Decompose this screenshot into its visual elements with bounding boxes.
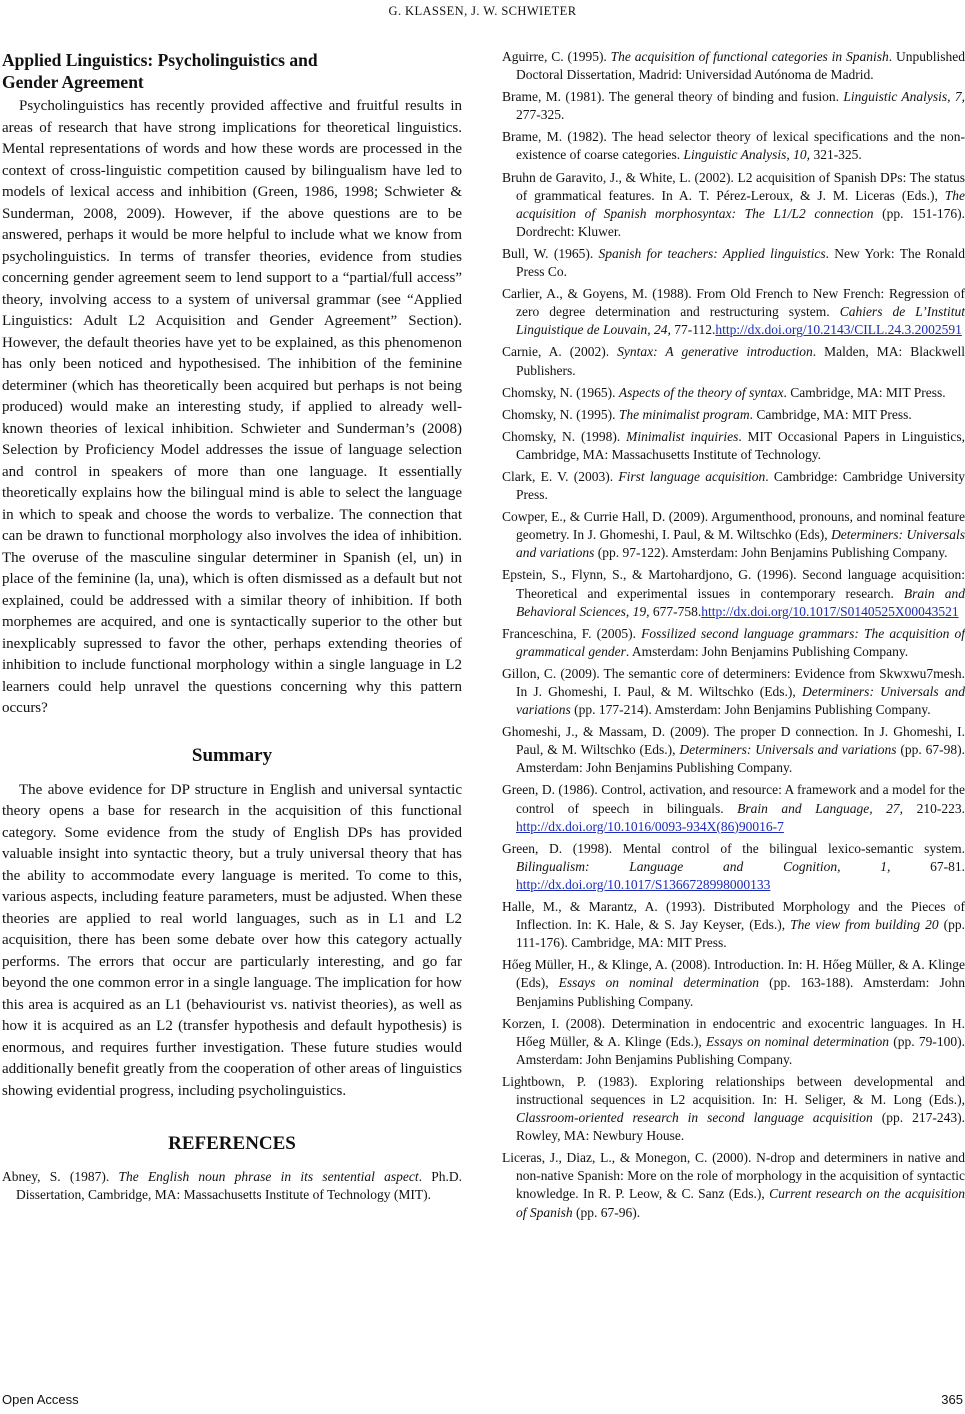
- reference-title: Brain and Behavioral Sciences, 19,: [516, 585, 965, 619]
- reference-text: Franceschina, F. (2005).: [502, 625, 642, 641]
- reference-title: Essays on nominal determination: [705, 1033, 889, 1049]
- section-title-line-1: Applied Linguistics: Psycholinguistics and: [2, 50, 318, 70]
- reference-text: Carnie, A. (2002).: [502, 344, 618, 360]
- reference-title: Determiners: Universals and variations: [516, 684, 965, 718]
- reference-text: Halle, M., & Marantz, A. (1993). Distributed Morphology and the Pieces of Inflection. In: K. Hale, & S. Jay Keyser, (Eds.),: [502, 899, 965, 933]
- reference-details: 677-758.: [649, 603, 702, 619]
- reference-entry: [502, 566, 965, 620]
- reference-details: . Amsterdam: John Benjamins Publishing Company.: [625, 643, 909, 659]
- doi-link[interactable]: http://dx.doi.org/10.1016/0093-934X(86)90016-7: [516, 818, 784, 834]
- reference-entry: [502, 285, 965, 339]
- reference-entry: [502, 898, 965, 952]
- reference-details: (pp. 97-122). Amsterdam: John Benjamins Publishing Company.: [594, 545, 948, 561]
- summary-heading: Summary: [191, 744, 273, 766]
- reference-entry: [502, 48, 965, 84]
- reference-text: Korzen, I. (2008). Determination in endocentric and exocentric languages. In H. Hőeg Müller, & A. Klinge (Eds.),: [502, 1015, 965, 1049]
- section-title: [2, 50, 462, 93]
- reference-details: 77-112.: [670, 322, 716, 338]
- reference-details: (pp. 151-176). Dordrecht: Kluwer.: [516, 205, 965, 239]
- reference-title: Determiners: Universals and variations: [516, 527, 965, 561]
- reference-details: 321-325.: [810, 147, 862, 163]
- left-column: [2, 50, 462, 1208]
- reference-details: (pp. 111-176). Cambridge, MA: MIT Press.: [516, 917, 965, 951]
- reference-details: (pp. 67-96).: [572, 1204, 641, 1220]
- reference-entry: [502, 665, 965, 719]
- reference-title: The acquisition of functional categories in Spanish: [610, 49, 889, 64]
- reference-text: Green, D. (1986). Control, activation, and resource: A framework and a model for the control of speech in bilinguals.: [502, 782, 965, 816]
- doi-link[interactable]: http://dx.doi.org/10.2143/CILL.24.3.2002591: [715, 322, 962, 338]
- reference-title: Aspects of the theory of syntax: [618, 384, 784, 400]
- reference-entry: [502, 625, 965, 661]
- reference-title: Determiners: Universals and variations: [679, 742, 897, 758]
- reference-details: (pp. 217-243). Rowley, MA: Newbury House.: [516, 1110, 965, 1144]
- reference-entry: [502, 468, 965, 504]
- reference-details: . Malden, MA: Blackwell Publishers.: [516, 344, 965, 378]
- reference-title: Syntax: A generative introduction: [617, 344, 813, 360]
- reference-text: Chomsky, N. (1998).: [502, 428, 627, 444]
- reference-title: Classroom-oriented research in second language acquisition: [516, 1110, 873, 1126]
- reference-text: Green, D. (1998). Mental control of the bilingual lexico-semantic system.: [502, 840, 965, 856]
- footer-open-access: Open Access: [2, 1392, 79, 1407]
- reference-details: . New York: The Ronald Press Co.: [516, 245, 965, 280]
- reference-text: Gillon, C. (2009). The semantic core of determiners: Evidence from Skwxwu7mesh. In J. Ghomeshi, I. Paul, & M. Wiltschko (Eds.),: [502, 665, 965, 699]
- page-number: 365: [941, 1392, 963, 1407]
- reference-text: Carlier, A., & Goyens, M. (1988). From Old French to New French: Regression of zero degree determination and restructuring system.: [502, 286, 965, 320]
- reference-entry: [502, 723, 965, 777]
- reference-text: Chomsky, N. (1965).: [502, 384, 619, 400]
- reference-details: 277-325.: [516, 107, 565, 123]
- reference-text: Aguirre, C. (1995).: [502, 49, 611, 64]
- reference-entry: [502, 840, 965, 894]
- reference-title: Spanish for teachers: Applied linguistics: [598, 245, 826, 261]
- reference-details: . Cambridge, MA: MIT Press.: [749, 406, 912, 422]
- reference-entry: [502, 781, 965, 835]
- reference-details: . Ph.D. Dissertation, Cambridge, MA: Massachusetts Institute of Technology (MIT).: [16, 1169, 462, 1203]
- section-title-line-2: Gender Agreement: [2, 71, 144, 92]
- reference-text: Bruhn de Garavito, J., & White, L. (2002). L2 acquisition of Spanish DPs: The status of grammatical features. In A. T. Pérez-Leroux, & J. M. Liceras (Eds.),: [502, 169, 965, 203]
- reference-entry: [502, 1015, 965, 1069]
- reference-list-left: [2, 1168, 462, 1204]
- right-column: [502, 48, 965, 1226]
- references-heading: REFERENCES: [168, 1133, 296, 1154]
- reference-text: Bull, W. (1965).: [502, 245, 599, 261]
- reference-entry: [502, 428, 965, 464]
- reference-details: (pp. 177-214). Amsterdam: John Benjamins Publishing Company.: [570, 702, 931, 718]
- reference-details: . Cambridge, MA: MIT Press.: [783, 384, 946, 400]
- reference-text: Hőeg Müller, H., & Klinge, A. (2008). Introduction. In: H. Hőeg Müller, & A. Klinge (Eds),: [502, 957, 965, 991]
- section-body: Psycholinguistics has recently provided affective and fruitful results in areas of research that have strong implications for theoretical linguistics. Mental representations of words and how these words are processed in the context of cross-linguistic competition caused by bilingualism have led to models of lexical access and inhibition (Green, 1986, 1998; Schwieter & Sunderman, 2008, 2009). However, if the above questions are to be answered, perhaps it would be more helpful to include what we know from psycholinguistics. In terms of transfer theories, evidence from studies concerning gender agreement seem to lend support to a “partial/full access” theory, involving access to a system of universal grammar (see “Applied Linguistics: Adult L2 Acquisition and Gender Agreement” Section). However, the default theories have yet to be explained, as this phenomenon has only been noticed and hypothesised. The inhibition of the feminine determiner (which has theoretically been acquired but perhaps is not being produced) would make an interesting study, if applied to already well-known theories of lexical inhibition. Schwieter and Sunderman’s (2008) Selection by Proficiency Model addresses the issue of language selection and control in speakers of more than one language. It essentially theoretically explains how the bilingual mind is able to select the language in which to speak and choose the words to verbalize. The connection that can be drawn to functional morphology also involves the idea of inhibition. The overuse of the masculine singular determiner in Spanish (el, un) in place of the feminine (la, una), which is often dismissed as a default but not explained, could be addressed with a similar theory of inhibition. If both morphemes are acquired, and one is syntactically superior to the other but inexplicably supressed to favor the other, perhaps extending theories of inhibition to include functional morphology within a single language in L2 learners could help unravel the questions concerning why this pattern occurs?: [2, 98, 462, 716]
- reference-title: The minimalist program: [618, 406, 750, 422]
- reference-text: Cowper, E., & Currie Hall, D. (2009). Argumenthood, pronouns, and nominal feature geometry. In J. Ghomeshi, I. Paul, & M. Wiltschko (Eds),: [502, 509, 965, 543]
- doi-link[interactable]: http://dx.doi.org/10.1017/S1366728998000133: [516, 876, 771, 892]
- reference-text: Liceras, J., Diaz, L., & Monegon, C. (2000). N-drop and determiners in native and non-native Spanish: More on the role of morphology in the acquisition of syntactic knowledge. In R. P. Leow, & C. Sanz (Eds.),: [502, 1150, 965, 1202]
- reference-title: Cahiers de L’Institut Linguistique de Louvain, 24,: [516, 304, 965, 338]
- reference-text: Chomsky, N. (1995).: [502, 406, 619, 422]
- reference-entry: [502, 1149, 965, 1221]
- doi-link[interactable]: http://dx.doi.org/10.1017/S0140525X00043521: [701, 603, 959, 619]
- reference-details: (pp. 79-100). Amsterdam: John Benjamins Publishing Company.: [516, 1033, 965, 1067]
- reference-entry: [502, 406, 965, 424]
- reference-details: 210-223.: [903, 800, 965, 816]
- running-head: G. KLASSEN, J. W. SCHWIETER: [388, 4, 577, 18]
- reference-title: The acquisition of Spanish morphosyntax: The L1/L2 connection: [516, 187, 965, 221]
- reference-details: . MIT Occasional Papers in Linguistics, Cambridge, MA: Massachusetts Institute of Technology.: [516, 428, 965, 462]
- reference-details: . Unpublished Doctoral Dissertation, Madrid: Universidad Autónoma de Madrid.: [516, 49, 965, 83]
- reference-title: Linguistic Analysis, 10,: [683, 147, 811, 163]
- reference-title: Essays on nominal determination: [558, 975, 760, 991]
- reference-details: 67-81.: [890, 858, 965, 874]
- reference-title: The view from building 20: [790, 917, 939, 933]
- reference-text: Clark, E. V. (2003).: [502, 468, 619, 484]
- reference-title: Bilingualism: Language and Cognition, 1,: [516, 858, 891, 874]
- reference-title: First language acquisition: [618, 468, 766, 484]
- reference-details: . Cambridge: Cambridge University Press.: [516, 468, 965, 503]
- reference-text: Brame, M. (1982). The head selector theory of lexical specifications and the non-existence of coarse categories.: [502, 129, 965, 163]
- reference-entry: [502, 245, 965, 281]
- reference-text: Brame, M. (1981). The general theory of binding and fusion.: [502, 89, 844, 105]
- summary-body: The above evidence for DP structure in English and universal syntactic theory opens a base for research in the acquisition of this functional category. Some evidence from the study of English DPs has provided valuable insight into syntactic theory, but a truly universal theory that has the ability to accommodate every language is merited. To come to this, various aspects, including feature parameters, must be adjusted. When these theories are applied to real world languages, such as in L1 and L2 acquisition, there has been some debate over how this category actually performs. The errors that occur are particularly interesting, and go far beyond the one common error in a single language. The implication for how this area is acquired as an L1 (behaviourist vs. nativist theories), as well as how it is acquired as an L2 (transfer hypothesis and default hypothesis) is enormous, and requires further investigation. These future studies would additionally benefit greatly from the cooperation of other areas of linguistics showing evidential progress, including psycholinguistics.: [2, 781, 462, 1099]
- reference-list-right: [502, 48, 965, 1222]
- reference-title: Linguistic Analysis, 7,: [843, 89, 965, 105]
- reference-title: Fossilized second language grammars: The acquisition of grammatical gender: [516, 625, 965, 659]
- reference-title: Minimalist inquiries: [626, 428, 739, 444]
- reference-entry: [502, 1073, 965, 1145]
- reference-title: Brain and Language, 27,: [737, 800, 904, 816]
- reference-entry: [502, 169, 965, 241]
- reference-entry: [2, 1168, 462, 1204]
- reference-title: The English noun phrase in its sentential aspect: [118, 1169, 419, 1184]
- reference-entry: [502, 88, 965, 124]
- reference-text: Abney, S. (1987).: [2, 1169, 119, 1184]
- reference-details: (pp. 163-188). Amsterdam: John Benjamins Publishing Company.: [516, 975, 965, 1009]
- reference-text: Epstein, S., Flynn, S., & Martohardjono, G. (1996). Second language acquisition: Theoretical and experimental issues in contemporary research.: [502, 567, 965, 601]
- reference-entry: [502, 384, 965, 402]
- reference-title: Current research on the acquisition of Spanish: [516, 1186, 965, 1220]
- reference-text: Lightbown, P. (1983). Exploring relationships between developmental and instructional sequences in L2 acquisition. In: H. Seliger, & M. Long (Eds.),: [502, 1073, 965, 1107]
- reference-details: (pp. 67-98). Amsterdam: John Benjamins Publishing Company.: [516, 742, 965, 776]
- reference-entry: [502, 343, 965, 379]
- reference-entry: [502, 956, 965, 1010]
- reference-entry: [502, 128, 965, 164]
- reference-text: Ghomeshi, J., & Massam, D. (2009). The proper D connection. In J. Ghomeshi, I. Paul, & M. Wiltschko (Eds.),: [502, 724, 965, 758]
- reference-entry: [502, 508, 965, 562]
